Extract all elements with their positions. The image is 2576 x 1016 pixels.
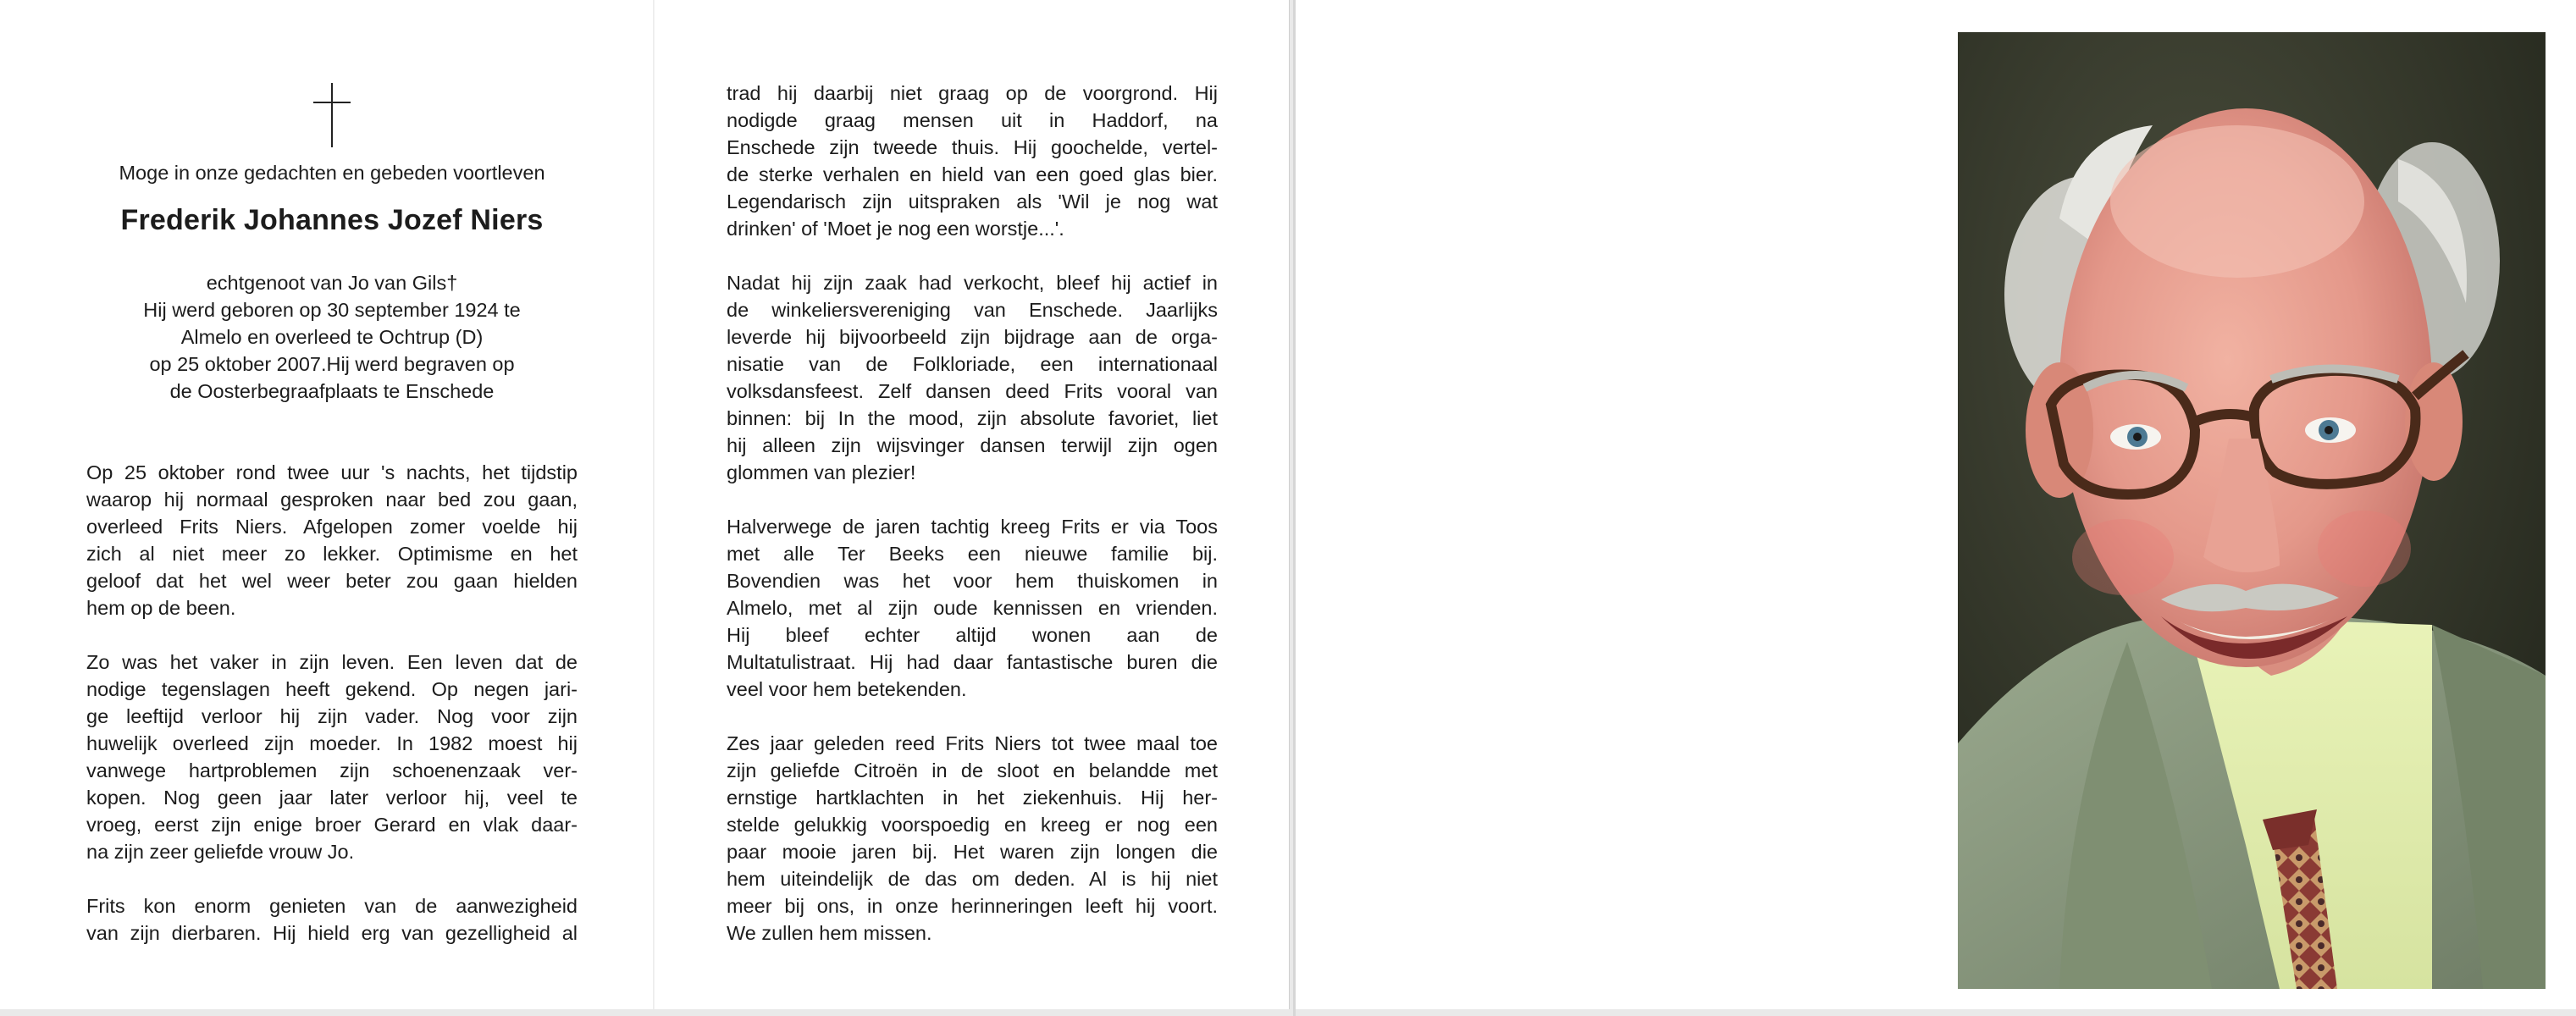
text-line: nisatie van de Folkloriade, een internationaal [727, 353, 1218, 375]
text-line: van zijn dierbaren. Hij hield erg van gezelligheid al [86, 922, 578, 944]
text-line: hem uiteindelijk de das om deden. Al is hij niet [727, 868, 1218, 890]
text-line: Nadat hij zijn zaak had verkocht, bleef hij actief in [727, 272, 1218, 294]
text-line: Legendarisch zijn uitspraken als 'Wil je nog wat [727, 190, 1218, 213]
text-line: Bovendien was het voor hem thuiskomen in [727, 570, 1218, 592]
card-fold-line [653, 0, 655, 1009]
text-line: paar mooie jaren bij. Het waren zijn longen die [727, 841, 1218, 863]
text-line: stelde gelukkig voorspoedig en kreeg er nog een [727, 814, 1218, 836]
text-line: zich al niet meer zo lekker. Optimisme en het [86, 543, 578, 565]
deceased-name: Frederik Johannes Jozef Niers [120, 204, 544, 236]
details-line: Almelo en overleed te Ochtrup (D) [180, 326, 484, 348]
text-line: geloof dat het wel weer beter zou gaan hielden [86, 570, 578, 592]
details-line: echtgenoot van Jo van Gils† [206, 272, 458, 294]
latin-cross-icon [313, 83, 351, 147]
text-line: nodige tegenslagen heeft gekend. Op negen jari- [86, 678, 578, 700]
text-line: Halverwege de jaren tachtig kreeg Frits er via Toos [727, 516, 1218, 538]
text-line: Zo was het vaker in zijn leven. Een leven dat de [86, 651, 578, 673]
text-line: hij alleen zijn wijsvinger dansen terwijl zijn ogen [727, 434, 1218, 456]
text-line: overleed Frits Niers. Afgelopen zomer voelde hij [86, 516, 578, 538]
text-line: volksdansfeest. Zelf dansen deed Frits vooral van [727, 380, 1218, 402]
text-line: ernstige hartklachten in het ziekenhuis. Hij her- [727, 787, 1218, 809]
text-line: Op 25 oktober rond twee uur 's nachts, het tijdstip [86, 461, 578, 483]
text-line: glommen van plezier! [727, 461, 916, 483]
paragraph [86, 649, 578, 865]
paragraph [86, 892, 578, 947]
text-line: trad hij daarbij niet graag op de voorgrond. Hij [727, 82, 1218, 104]
text-line: met alle Ter Beeks een nieuwe familie bij. [727, 543, 1218, 565]
biographical-details [86, 269, 578, 405]
text-line: huwelijk overleed zijn moeder. In 1982 moest hij [86, 732, 578, 754]
text-line: We zullen hem missen. [727, 922, 932, 944]
text-line: kopen. Nog geen jaar later verloor hij, veel te [86, 787, 578, 809]
details-line: op 25 oktober 2007.Hij werd begraven op [149, 353, 515, 375]
paragraph [727, 269, 1218, 486]
text-line: Enschede zijn tweede thuis. Hij goochelde, vertel- [727, 136, 1218, 158]
text-line: drinken' of 'Moet je nog een worstje...'. [727, 218, 1064, 240]
portrait-photo [1958, 32, 2546, 989]
header-line: Moge in onze gedachten en gebeden voortleven [119, 162, 545, 184]
text-line: na zijn zeer geliefde vrouw Jo. [86, 841, 355, 863]
paragraph [727, 80, 1218, 242]
details-line: de Oosterbegraafplaats te Enschede [169, 380, 495, 402]
text-line: vroeg, eerst zijn enige broer Gerard en vlak daar- [86, 814, 578, 836]
text-line: hem op de been. [86, 597, 236, 619]
text-line: nodigde graag mensen uit in Haddorf, na [727, 109, 1218, 131]
text-line: meer bij ons, in onze herinneringen leeft hij voort. [727, 895, 1218, 917]
text-line: zijn geliefde Citroën in de sloot en belandde met [727, 759, 1218, 781]
text-line: Hij bleef echter altijd wonen aan de [727, 624, 1218, 646]
paragraph [727, 513, 1218, 703]
text-line: waarop hij normaal gesproken naar bed zou gaan, [86, 489, 578, 511]
paragraph [727, 730, 1218, 947]
text-line: veel voor hem betekenden. [727, 678, 967, 700]
details-line: Hij werd geboren op 30 september 1924 te [143, 299, 521, 321]
text-line: Zes jaar geleden reed Frits Niers tot twee maal toe [727, 732, 1218, 754]
text-line: de sterke verhalen en hield van een goed glas bier. [727, 163, 1218, 185]
text-line: Frits kon enorm genieten van de aanwezigheid [86, 895, 578, 917]
text-line: leverde hij bijvoorbeeld zijn bijdrage aan de orga- [727, 326, 1218, 348]
text-line: vanwege hartproblemen zijn schoenenzaak ver- [86, 759, 578, 781]
text-line: de winkeliersvereniging van Enschede. Jaarlijks [727, 299, 1218, 321]
text-line: Multatulistraat. Hij had daar fantastische buren die [727, 651, 1218, 673]
text-line: Almelo, met al zijn oude kennissen en vrienden. [727, 597, 1218, 619]
text-line: binnen: bij In the mood, zijn absolute favoriet, liet [727, 407, 1218, 429]
text-line: ge leeftijd verloor hij zijn vader. Nog voor zijn [86, 705, 578, 727]
paragraph [86, 459, 578, 621]
